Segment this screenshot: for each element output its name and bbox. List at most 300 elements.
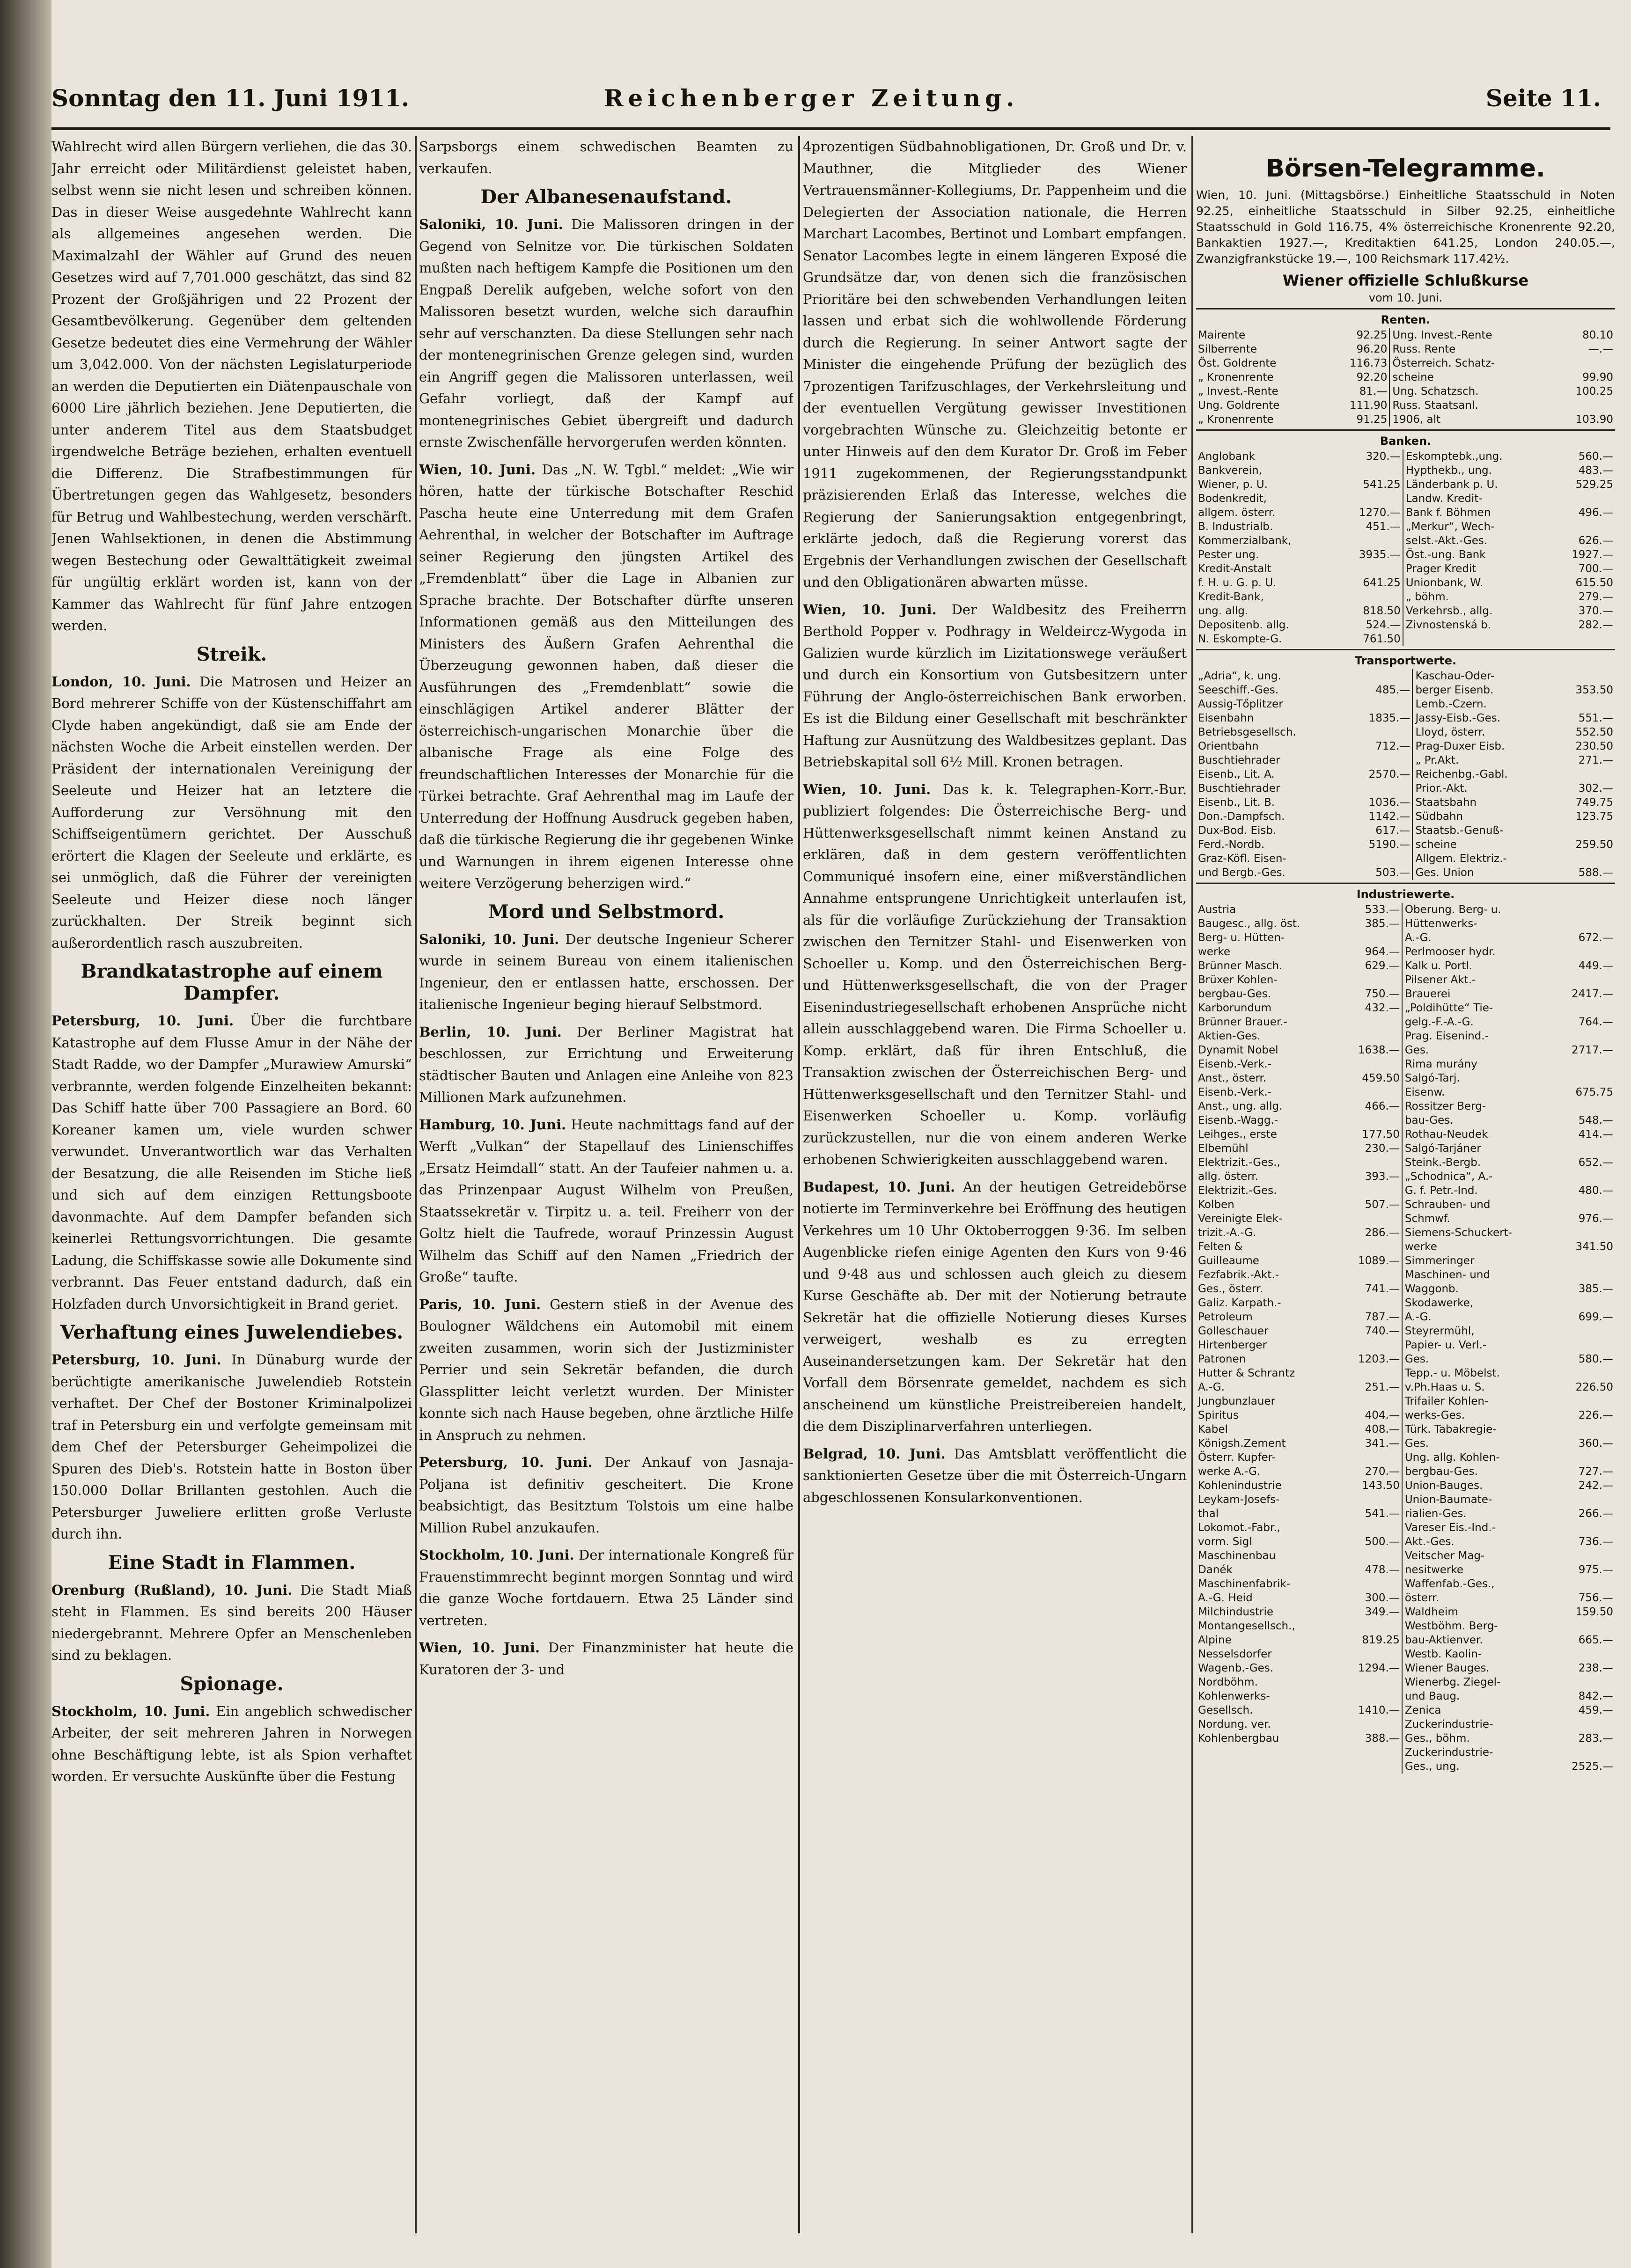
page-number: Seite 11. — [1485, 84, 1601, 112]
quote-value: 3935.— — [1359, 549, 1401, 561]
quote-value: 286.— — [1365, 1227, 1400, 1239]
quote-name: Eisenb., Lit. A. — [1198, 768, 1275, 781]
quote-value — [1345, 852, 1412, 866]
quote-value: 483.— — [1578, 464, 1613, 477]
quote-value: 385.— — [1365, 918, 1400, 930]
quote-value: 740.— — [1365, 1325, 1400, 1337]
quote-name — [1196, 1745, 1340, 1760]
quote-name: Länderbank p. U. — [1405, 479, 1498, 491]
quote-row — [1196, 725, 1615, 739]
quote-value: 360.— — [1578, 1437, 1613, 1450]
quote-name: „Merkur“, Wech- — [1405, 521, 1495, 533]
quote-value: 226.50 — [1575, 1381, 1613, 1393]
quote-value: 266.— — [1578, 1508, 1613, 1520]
article-headline: Der Albanesenaufstand. — [480, 186, 732, 208]
quote-name: Petroleum — [1198, 1311, 1253, 1323]
quote-row — [1196, 1338, 1615, 1352]
article-text: Das k. k. Telegraphen-Korr.-Bur. publiziert folgendes: Die Österreichische Berg- und Hüttenwerksgesellschaft nimmt keinen Anstand zu erklären, daß in dem gestern veröffentlichten Communiqué insofern eine, einer mißverständlichen Annahme entsprungene Unrichtigkeit unterlaufen ist, als für die vorläufige Zurückziehung der Transaktion zwischen den Ternitzer Stahl- und Eisenwerken von Schoeller u. Komp. und den Österreichischen Berg- und Hüttenwerksgesellschaft, die von der Prager Eisenindustriegesellschaft erhobenen Ansprüche nicht allein ausschlaggebend waren. Die Firma Schoeller u. Komp. erklärt, daß für ihren Entschluß, die Transaktion zwischen der Österreichischen Berg- und Hüttenwerksgesellschaft und den Ternitzer Stahl- und Eisenwerken Schoeller u. Komp. vorläufig zurückzustellen, nur die von einem anderen Werke erhobenen Schwierigkeiten ausschlaggebend waren. — [803, 781, 1187, 1167]
quote-name: Galiz. Karpath.- — [1198, 1297, 1281, 1309]
quote-row — [1196, 810, 1615, 824]
quote-name: bau-Ges. — [1404, 1114, 1454, 1127]
quote-value: 588.— — [1578, 867, 1613, 879]
quote-value: 100.25 — [1575, 385, 1613, 398]
quote-value — [1345, 781, 1412, 795]
quote-name: Brünner Brauer.- — [1198, 1016, 1287, 1028]
quote-value — [1552, 356, 1615, 370]
quote-row — [1196, 1394, 1615, 1408]
quote-value: 1270.— — [1359, 507, 1401, 519]
quote-row — [1196, 669, 1615, 683]
quote-name: Wiener, p. U. — [1198, 479, 1268, 491]
quote-value: 736.— — [1578, 1536, 1613, 1548]
quote-name: Allgem. Elektriz.- — [1415, 853, 1507, 865]
quote-value — [1345, 669, 1412, 683]
quote-value: 159.50 — [1575, 1606, 1613, 1618]
quote-row — [1196, 1282, 1615, 1296]
quote-name: Kohlenbergbau — [1198, 1732, 1279, 1745]
quote-value: 242.— — [1578, 1480, 1613, 1492]
quote-value: 459.— — [1578, 1704, 1613, 1716]
quote-value: 842.— — [1578, 1690, 1613, 1702]
quote-value — [1554, 1324, 1615, 1338]
quote-row — [1196, 1493, 1615, 1507]
quote-sections — [1196, 308, 1615, 1774]
quote-name: trizit.-A.-G. — [1198, 1227, 1256, 1239]
quote-name: werke A.-G. — [1198, 1465, 1261, 1478]
quote-value: 1835.— — [1368, 712, 1411, 724]
quote-row — [1196, 973, 1615, 987]
article-paragraph — [419, 1544, 793, 1631]
quote-value: 226.— — [1578, 1409, 1613, 1421]
quote-name: Reichenbg.-Gabl. — [1415, 768, 1508, 781]
quote-value: 143.50 — [1362, 1480, 1400, 1492]
quote-name: A.-G. — [1404, 1311, 1432, 1323]
quote-name: Staatsbahn — [1415, 796, 1477, 809]
section-rule — [1196, 883, 1615, 884]
quote-row — [1196, 576, 1615, 590]
quote-name: Hutter & Schrantz — [1198, 1367, 1295, 1379]
quote-name: Eisenb.-Verk.- — [1198, 1086, 1271, 1098]
article-paragraph — [419, 1451, 793, 1539]
quote-value — [1340, 1717, 1402, 1731]
quote-name: Dux-Bod. Eisb. — [1198, 825, 1277, 837]
quote-row — [1196, 945, 1615, 959]
quote-name: Öst.-ung. Bank — [1405, 549, 1486, 561]
quote-row — [1196, 683, 1615, 697]
quote-name: Salgó-Tarjáner — [1404, 1142, 1481, 1155]
quote-table — [1196, 903, 1615, 1774]
stock-market-column — [1196, 136, 1615, 2229]
quote-row — [1196, 753, 1615, 767]
quote-row — [1196, 1549, 1615, 1563]
quote-name: Eisenb., Lit. B. — [1198, 796, 1275, 809]
article-text: Die Matrosen und Heizer an Bord mehrerer Schiffe von der Küstenschiffahrt am Clyde haben angekündigt, daß sie am Ende der nächsten Woche die Arbeit einstellen werden. Der Präsident der internationalen Vereinigung der Seeleute und Heizer hat an letztere die Aufforderung zur Versöhnung mit den Schiffseigentümern gerichtet. Der Ausschuß erörtert die Klagen der Seeleute und erklärte, es sei unmöglich, daß die Führer der vereinigten Seeleute und Heizer diese noch länger zurückhalten. Der Streik beginnt sich außerordentlich rasch auszubreiten. — [51, 673, 412, 951]
article-paragraph — [419, 214, 793, 453]
quote-name: Anst., österr. — [1198, 1072, 1267, 1084]
quote-name: Jassy-Eisb.-Ges. — [1415, 712, 1501, 724]
quote-value — [1554, 1001, 1615, 1015]
quote-row — [1196, 1521, 1615, 1535]
quote-value: 320.— — [1366, 450, 1401, 463]
quote-row — [1196, 1633, 1615, 1647]
quote-value: 551.— — [1578, 712, 1613, 724]
column-2 — [419, 136, 793, 2229]
quote-name: scheine — [1392, 371, 1434, 383]
quote-name: Rossitzer Berg- — [1404, 1100, 1486, 1112]
quote-row — [1196, 1127, 1615, 1141]
quote-name: werke — [1404, 1241, 1437, 1253]
quote-name: Dynamit Nobel — [1198, 1044, 1278, 1056]
quote-value — [1554, 1451, 1615, 1465]
quote-value — [1554, 1745, 1615, 1760]
quote-name: Landw. Kredit- — [1405, 493, 1483, 505]
quote-name: Russ. Staatsanl. — [1392, 399, 1478, 412]
quote-row — [1196, 1436, 1615, 1451]
quote-value — [1554, 1394, 1615, 1408]
quote-row — [1196, 618, 1615, 632]
quote-row — [1196, 824, 1615, 838]
quote-row — [1196, 370, 1615, 384]
quote-name: Eskomptebk.,ung. — [1405, 450, 1503, 463]
quote-name: Austria — [1198, 904, 1236, 916]
dateline: Wien, 10. Juni. — [419, 461, 536, 478]
dateline: Wien, 10. Juni. — [803, 601, 937, 618]
article-text: In Dünaburg wurde der berüchtigte amerikanische Juwelendieb Rotstein verhaftet. Der Chef der Bostoner Kriminalpolizei traf in Petersburg ein und verfolgte gemeinsam mit dem Chef der Petersburger Geheimpolizei die Spuren des Dieb's. Rotstein hatte in Boston über 150.000 Dollar Brillanten gestohlen. Auch die Petersburger Juweliere erlitten große Verluste durch ihn. — [51, 1352, 412, 1542]
quote-value — [1554, 1521, 1615, 1535]
quote-row — [1196, 1689, 1615, 1703]
quote-value — [1554, 1675, 1615, 1689]
article-text: Der Finanzminister hat heute die Kuratoren der 3- und — [419, 1640, 793, 1678]
quote-value: 283.— — [1578, 1732, 1613, 1745]
quote-name: Bank f. Böhmen — [1405, 507, 1491, 519]
quote-name: Ung. Invest.-Rente — [1392, 329, 1492, 341]
quote-name: Alpine — [1198, 1634, 1232, 1646]
quote-name: Hypthekb., ung. — [1405, 464, 1492, 477]
article-text: Der deutsche Ingenieur Scherer wurde in seinem Bureau von einem italienischen Ingenieur, den er entlassen hatte, erschossen. Der italienische Ingenieur beging hierauf Selbstmord. — [419, 931, 793, 1012]
quote-value — [1554, 973, 1615, 987]
quote-row — [1196, 1717, 1615, 1731]
quote-name: Kredit-Anstalt — [1198, 563, 1271, 575]
quote-name: österr. — [1404, 1592, 1439, 1604]
header-rule — [51, 127, 1610, 130]
quote-row — [1196, 1043, 1615, 1057]
quote-value — [1340, 1156, 1402, 1170]
dateline: Budapest, 10. Juni. — [803, 1178, 955, 1195]
quote-name: Elektrizit.-Ges. — [1198, 1185, 1277, 1197]
quote-name: Kohlenindustrie — [1198, 1480, 1282, 1492]
quote-value: 302.— — [1578, 782, 1613, 795]
quote-row — [1196, 328, 1615, 342]
quote-row — [1196, 1226, 1615, 1240]
quote-value: 123.75 — [1575, 810, 1613, 823]
quote-value — [1554, 1057, 1615, 1071]
quote-name: selst.-Akt.-Ges. — [1405, 535, 1488, 547]
quote-name: Lemb.-Czern. — [1415, 698, 1487, 710]
quote-name: Lokomot.-Fabr., — [1198, 1522, 1280, 1534]
quote-name: Fezfabrik.-Akt.- — [1198, 1269, 1279, 1281]
section-rule — [1196, 429, 1615, 431]
quote-name: Vareser Eis.-Ind.- — [1404, 1522, 1496, 1534]
quote-name: thal — [1198, 1508, 1219, 1520]
quote-row — [1196, 1422, 1615, 1436]
quote-value: 548.— — [1578, 1114, 1613, 1127]
quote-name: Ges. Union — [1415, 867, 1474, 879]
quote-value — [1554, 1549, 1615, 1563]
quote-name: A.-G. — [1198, 1381, 1225, 1393]
dateline: Petersburg, 10. Juni. — [51, 1013, 234, 1029]
quote-value — [1554, 1170, 1615, 1184]
quote-value — [1554, 917, 1615, 931]
quote-name: Ges. — [1404, 1437, 1429, 1450]
quote-name: Ung. allg. Kohlen- — [1404, 1451, 1500, 1464]
quote-name: Oberung. Berg- u. — [1404, 904, 1501, 916]
quote-name: „Schodnica“, A.- — [1404, 1171, 1493, 1183]
quote-row — [1196, 866, 1615, 880]
quote-table — [1196, 449, 1615, 646]
article-paragraph — [419, 136, 793, 179]
quote-row — [1196, 449, 1615, 464]
quote-name: Tepp.- u. Möbelst. — [1404, 1367, 1500, 1379]
quote-name: Steyrermühl, — [1404, 1325, 1475, 1337]
quote-name: Golleschauer — [1198, 1325, 1269, 1337]
dateline: Stockholm, 10. Juni. — [51, 1703, 210, 1719]
quote-value — [1554, 903, 1615, 917]
quote-row — [1196, 1057, 1615, 1071]
quote-value: 675.75 — [1575, 1086, 1613, 1098]
quote-row — [1196, 917, 1615, 931]
quote-row — [1196, 1296, 1615, 1310]
quote-value: 393.— — [1365, 1171, 1400, 1183]
quote-value — [1554, 824, 1615, 838]
quote-name: scheine — [1415, 839, 1457, 851]
quote-value: 238.— — [1578, 1662, 1613, 1674]
quote-value: 580.— — [1578, 1353, 1613, 1365]
quote-value — [1554, 1366, 1615, 1380]
quote-name: Hüttenwerks- — [1404, 918, 1477, 930]
dateline: Paris, 10. Juni. — [419, 1296, 541, 1312]
quote-section-title: Industriewerte. — [1356, 888, 1455, 901]
quote-row — [1196, 1479, 1615, 1493]
column-rule — [798, 136, 800, 2233]
article-text: Sarpsborgs einem schwedischen Beamten zu verkaufen. — [419, 139, 793, 177]
quote-name: Wagenb.-Ges. — [1198, 1662, 1274, 1674]
quote-section-title: Banken. — [1380, 434, 1432, 448]
quote-value: 2417.— — [1572, 988, 1613, 1000]
article-headline: Eine Stadt in Flammen. — [108, 1551, 356, 1574]
quote-row — [1196, 1577, 1615, 1591]
quote-row — [1196, 590, 1615, 604]
quote-row — [1196, 838, 1615, 852]
quote-value — [1340, 931, 1402, 945]
quote-value — [1340, 1493, 1402, 1507]
quote-name: Baugesc., allg. öst. — [1198, 918, 1300, 930]
quote-name: allgem. österr. — [1198, 507, 1276, 519]
dateline: Petersburg, 10. Juni. — [51, 1352, 221, 1368]
quote-value — [1554, 669, 1615, 683]
quote-value: 615.50 — [1575, 577, 1613, 589]
quote-value — [1337, 590, 1403, 604]
quote-name: Wiener Bauges. — [1404, 1662, 1490, 1674]
quote-row — [1196, 1113, 1615, 1127]
quote-name: Ges. — [1404, 1044, 1429, 1056]
article-paragraph — [803, 1443, 1187, 1509]
quote-row — [1196, 1254, 1615, 1268]
quote-name: Königsh.Zement — [1198, 1437, 1286, 1450]
quote-value: 541.— — [1365, 1508, 1400, 1520]
quote-name: Verkehrsb., allg. — [1405, 605, 1493, 617]
quote-value — [1340, 1549, 1402, 1563]
quote-value — [1337, 562, 1403, 576]
dateline: Saloniki, 10. Juni. — [419, 216, 563, 232]
scan-edge-shadow — [0, 0, 51, 2268]
quote-value — [1340, 1577, 1402, 1591]
quote-row — [1196, 1268, 1615, 1282]
quote-name: Rothau-Neudek — [1404, 1128, 1488, 1141]
quote-row — [1196, 931, 1615, 945]
quote-row — [1196, 697, 1615, 711]
quote-name: Spiritus — [1198, 1409, 1239, 1421]
quote-value: 370.— — [1578, 605, 1613, 617]
dateline: Wien, 10. Juni. — [419, 1640, 540, 1656]
quote-row — [1196, 534, 1615, 548]
quote-name: Siemens-Schuckert- — [1404, 1227, 1512, 1239]
quote-name: Zivnostenská b. — [1405, 619, 1491, 631]
quote-value: 672.— — [1578, 932, 1613, 944]
quote-value: 279.— — [1578, 591, 1613, 603]
quote-name: Pilsener Akt.- — [1404, 974, 1476, 986]
article-paragraph — [803, 779, 1187, 1171]
quote-name: Ung. Goldrente — [1198, 399, 1280, 412]
quote-value: 92.25 — [1356, 329, 1388, 341]
quote-name: Gesellsch. — [1198, 1704, 1253, 1716]
quote-value: 741.— — [1365, 1283, 1400, 1295]
quote-value: 507.— — [1365, 1199, 1400, 1211]
quote-value — [1554, 1099, 1615, 1113]
quote-name: Kredit-Bank, — [1198, 591, 1264, 603]
quote-value: 500.— — [1365, 1536, 1400, 1548]
quote-value: 80.10 — [1582, 329, 1613, 341]
quote-name: Kalk u. Portl. — [1404, 960, 1473, 972]
quote-value: 819.25 — [1362, 1634, 1400, 1646]
quote-value — [1340, 1268, 1402, 1282]
quote-name: Elbemühl — [1198, 1142, 1249, 1155]
quote-value: 385.— — [1578, 1283, 1613, 1295]
quote-value — [1554, 1141, 1615, 1156]
quote-value: 629.— — [1365, 960, 1400, 972]
quote-value — [1554, 1647, 1615, 1661]
quote-name: Maschinenfabrik- — [1198, 1578, 1291, 1590]
quote-name: Mairente — [1198, 329, 1246, 341]
quote-value: —.— — [1588, 343, 1613, 355]
quote-value — [1554, 767, 1615, 781]
quote-value — [1340, 1689, 1402, 1703]
quote-value: 92.20 — [1356, 371, 1388, 383]
quote-row — [1196, 1071, 1615, 1085]
article-text: An der heutigen Getreidebörse notierte im Terminverkehre bei Eröffnung des heutigen Verkehres um 10 Uhr Oktoberroggen 9·36. Im selben Augenblicke riefen einige Agenten den Kurs von 9·46 und 9·48 aus und schlossen auch gleich zu diesem Kurse Geschäfte ab. Der mit der Notierung betraute Sekretär hat die offizielle Notierung dieses Kurses verweigert, weshalb es zu erregten Auseinandersetzungen kam. Der Sekretär hat den Vorfall dem Börsenrate gemeldet, nachdem es sich anscheinend um künstliche Preistreibereien handelt, die dem Disziplinarverfahren unterliegen. — [803, 1178, 1187, 1434]
quote-row — [1196, 356, 1615, 370]
quote-row — [1196, 1366, 1615, 1380]
quote-value: 177.50 — [1362, 1128, 1400, 1141]
quote-name: Danék — [1198, 1564, 1233, 1576]
article-text: Der Waldbesitz des Freiherrn Berthold Popper v. Podhragy in Weldeircz-Wygoda in Galizien wurde kürzlich im Lizitationswege veräußert und durch ein Konsortium von Gutsbesitzern unter Führung der Anglo-österreichischen Bank erworben. Es ist die Bildung einer Gesellschaft mit beschränkter Haftung zur Ausnützung des Waldbesitzes geplant. Das Betriebskapital soll 6½ Mill. Kronen betragen. — [803, 601, 1187, 770]
quote-name: Veitscher Mag- — [1404, 1550, 1485, 1562]
quote-row — [1196, 632, 1615, 646]
quote-row — [1196, 492, 1615, 506]
article-paragraph — [51, 1349, 412, 1545]
quote-name: Ferd.-Nordb. — [1198, 839, 1265, 851]
quote-value: 271.— — [1578, 754, 1613, 766]
quote-name: Schrauben- und — [1404, 1199, 1491, 1211]
quote-name: Brauerei — [1404, 988, 1451, 1000]
quote-name: bergbau-Ges. — [1198, 988, 1271, 1000]
quote-name: Salgó-Tarj. — [1404, 1072, 1460, 1084]
quote-row — [1196, 342, 1615, 356]
quote-name: Nordböhm. — [1198, 1676, 1258, 1688]
quote-name: B. Industrialb. — [1198, 521, 1273, 533]
quote-name: Ges. — [1404, 1353, 1429, 1365]
quote-name: Zuckerindustrie- — [1404, 1746, 1493, 1759]
quote-value — [1554, 1071, 1615, 1085]
article-headline: Verhaftung eines Juwelendiebes. — [60, 1321, 404, 1343]
quote-row — [1196, 903, 1615, 917]
quote-value — [1554, 1422, 1615, 1436]
quote-row — [1196, 1324, 1615, 1338]
quote-name: Kabel — [1198, 1423, 1228, 1436]
quote-name: Hirtenberger — [1198, 1339, 1267, 1351]
quote-name: Ges., ung. — [1404, 1760, 1460, 1773]
quote-name: Union-Bauges. — [1404, 1480, 1483, 1492]
quote-row — [1196, 987, 1615, 1001]
quote-name: und Baug. — [1404, 1690, 1460, 1702]
quote-row — [1196, 1605, 1615, 1619]
quote-value — [1554, 1493, 1615, 1507]
quote-value: 1203.— — [1358, 1353, 1400, 1365]
quote-value: 552.50 — [1575, 726, 1613, 738]
quote-value — [1345, 697, 1412, 711]
quote-value: 111.90 — [1349, 399, 1388, 412]
quote-name: Leihges., erste — [1198, 1128, 1277, 1141]
quote-row — [1196, 781, 1615, 795]
quote-name: Jungbunzlauer — [1198, 1395, 1276, 1407]
dateline: Saloniki, 10. Juni. — [419, 931, 559, 947]
dateline: Orenburg (Rußland), 10. Juni. — [51, 1582, 293, 1598]
quote-row — [1196, 1591, 1615, 1605]
quote-name: „ Kronenrente — [1198, 413, 1274, 426]
quote-value: 1142.— — [1368, 810, 1411, 823]
quote-value — [1340, 1240, 1402, 1254]
quote-value — [1340, 1015, 1402, 1029]
quote-value: 1927.— — [1572, 549, 1613, 561]
quote-name: Vereinigte Elek- — [1198, 1213, 1283, 1225]
quote-name — [1404, 632, 1550, 646]
quote-value: 103.90 — [1575, 413, 1613, 426]
quote-value: 626.— — [1578, 535, 1613, 547]
quote-name: ung. allg. — [1198, 605, 1249, 617]
quote-value: 727.— — [1578, 1465, 1613, 1478]
quote-value: 341.— — [1365, 1437, 1400, 1450]
quote-name: Betriebsgesellsch. — [1198, 726, 1296, 738]
quote-name: v.Ph.Haas u. S. — [1404, 1381, 1485, 1393]
quote-row — [1196, 1156, 1615, 1170]
quote-row — [1196, 1029, 1615, 1043]
quote-value: 349.— — [1365, 1606, 1400, 1618]
quote-value: 652.— — [1578, 1156, 1613, 1169]
quote-value: 1089.— — [1358, 1255, 1400, 1267]
quote-name: Steink.-Bergb. — [1404, 1156, 1481, 1169]
quote-name: Karborundum — [1198, 1002, 1272, 1014]
article-paragraph — [51, 671, 412, 954]
article-paragraph — [419, 928, 793, 1016]
